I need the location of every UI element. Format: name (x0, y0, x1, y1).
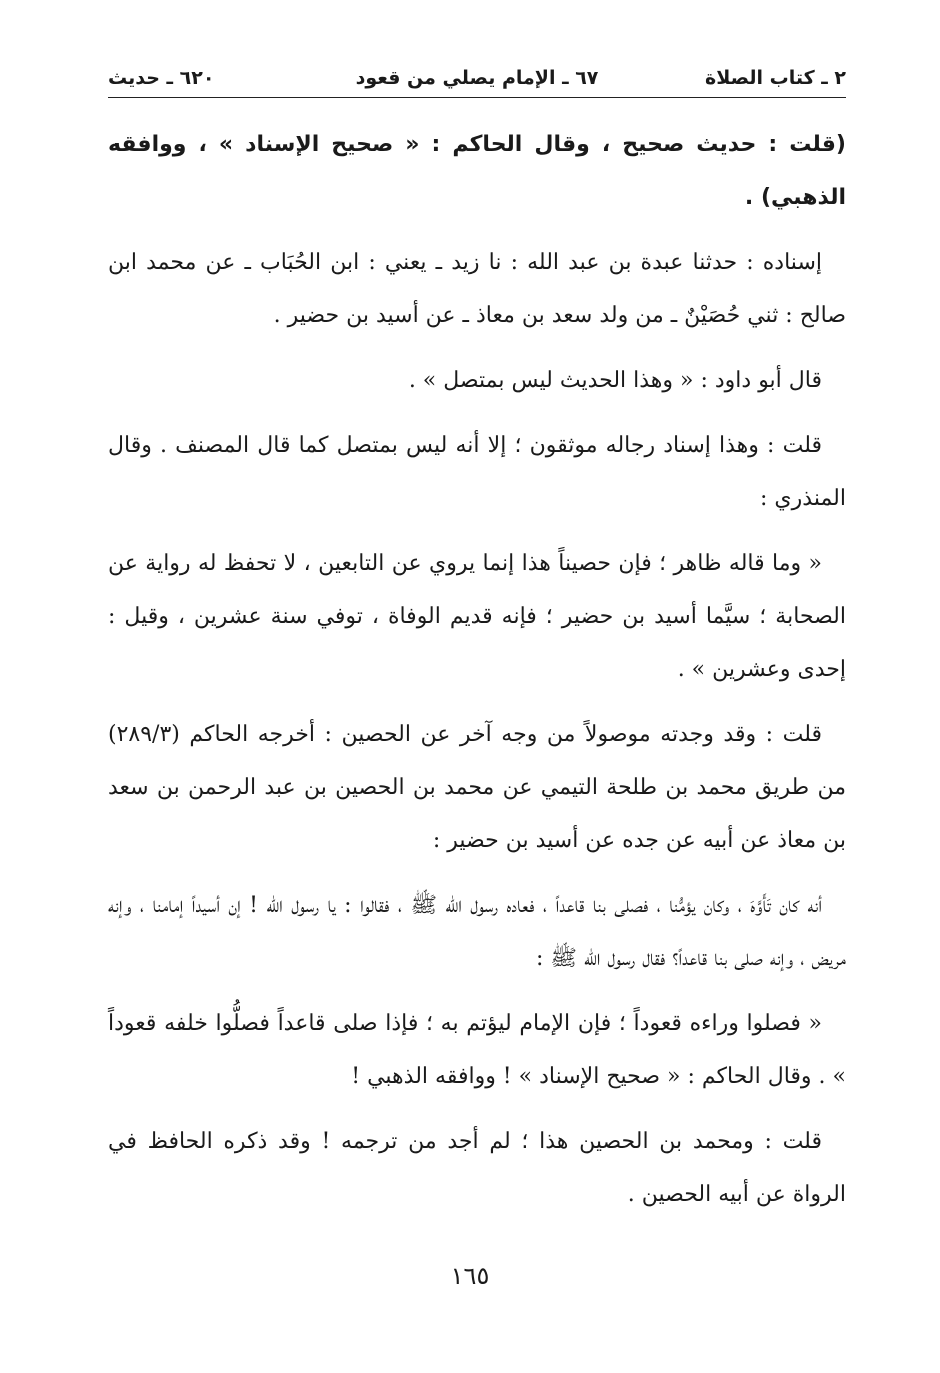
header-rule (108, 97, 846, 98)
paragraph-verdict: (قلت : حديث صحيح ، وقال الحاكم : « صحيح الإسناد » ، ووافقه الذهبي) . (108, 132, 846, 210)
page-number: ١٦٥ (450, 1262, 490, 1290)
paragraph-comment-3: قلت : ومحمد بن الحصين هذا ؛ لم أجد من ترجمه ! وقد ذكره الحافظ في الرواة عن أبيه الحصين . (108, 1129, 846, 1207)
paragraph-comment-2: قلت : وقد وجدته موصولاً من وجه آخر عن الحصين : أخرجه الحاكم (٢٨٩/٣) من طريق محمد بن طلحة التيمي عن محمد بن الحصين بن عبد الرحمن بن سعد بن معاذ عن أبيه عن جده عن أسيد بن حضير : (108, 722, 846, 853)
paragraph-isnad: إسناده : حدثنا عبدة بن عبد الله : نا زيد ـ يعني : ابن الحُبَاب ـ عن محمد ابن صالح : ثني حُصَيْنٌ ـ من ولد سعد بن معاذ ـ عن أسيد بن حضير . (108, 250, 846, 328)
paragraph-mundhiri-quote: « وما قاله ظاهر ؛ فإن حصيناً هذا إنما يروي عن التابعين ، لا تحفظ له رواية عن الصحابة ؛ سيَّما أسيد بن حضير ؛ فإنه قديم الوفاة ، توفي سنة عشرين ، وقيل : إحدى وعشرين » . (108, 551, 846, 682)
header-chapter: ٢ ـ كتاب الصلاة (705, 67, 846, 89)
running-header (108, 60, 846, 96)
paragraph-hadith-quote: « فصلوا وراءه قعوداً ؛ فإن الإمام ليؤتم به ؛ فإذا صلى قاعداً فصلُّوا خلفه قعوداً » . وقال الحاكم : « صحيح الإسناد » ! ووافقه الذهبي ! (108, 1011, 846, 1089)
paragraph-hadith-text: أنه كان تَأَوَّهَ ، وكان يؤمُّنا ، فصلى بنا قاعداً ، فعاده رسول الله ﷺ ، فقالوا : يا رسول الله ! إن أسيداً إمامنا ، وإنه مريض ، وإنه صلى بنا قاعداً؟ فقال رسول الله ﷺ : (108, 893, 846, 971)
paragraph-abu-dawud: قال أبو داود : « وهذا الحديث ليس بمتصل » . (408, 368, 822, 393)
header-section: ٦٧ ـ الإمام يصلي من قعود (355, 67, 599, 89)
header-hadith-number: ٦٢٠ ـ حديث (108, 67, 215, 89)
paragraph-comment-1: قلت : وهذا إسناد رجاله موثقون ؛ إلا أنه ليس بمتصل كما قال المصنف . وقال المنذري : (108, 433, 846, 511)
page-body (108, 118, 846, 1233)
